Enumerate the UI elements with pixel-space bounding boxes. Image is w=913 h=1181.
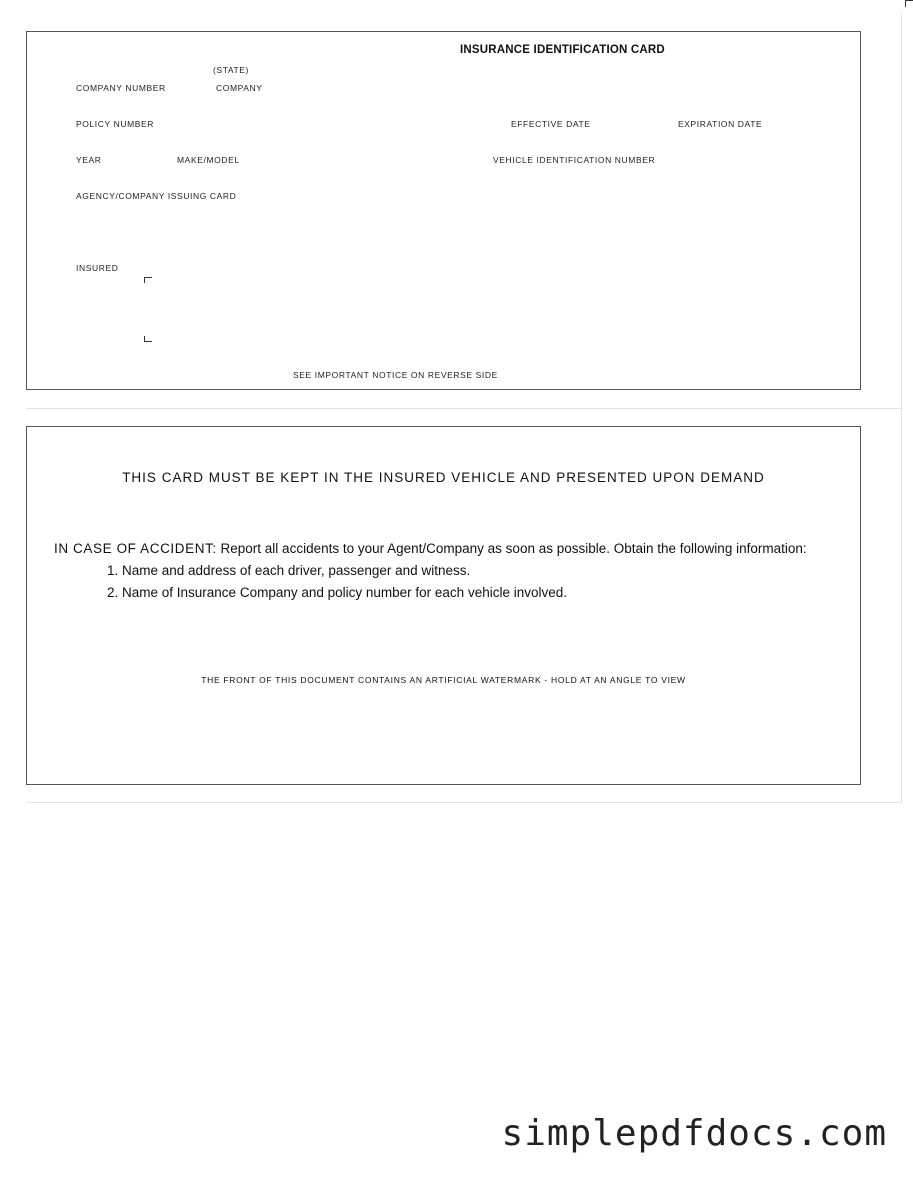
card-separator-line — [26, 408, 902, 409]
effective-date-label: EFFECTIVE DATE — [511, 119, 591, 129]
policy-number-label: POLICY NUMBER — [76, 119, 155, 129]
reverse-side-notice: SEE IMPORTANT NOTICE ON REVERSE SIDE — [293, 370, 498, 380]
accident-caption: IN CASE OF ACCIDENT: — [54, 541, 217, 556]
card-title: INSURANCE IDENTIFICATION CARD — [460, 44, 665, 56]
vin-label: VEHICLE IDENTIFICATION NUMBER — [493, 155, 656, 165]
address-window-top-corner — [144, 277, 152, 283]
page-corner-mark — [905, 0, 913, 7]
state-label: (STATE) — [213, 65, 249, 75]
year-label: YEAR — [76, 155, 102, 165]
agency-label: AGENCY/COMPANY ISSUING CARD — [76, 191, 237, 201]
make-model-label: MAKE/MODEL — [177, 155, 240, 165]
expiration-date-label: EXPIRATION DATE — [678, 119, 763, 129]
bottom-separator-line — [26, 802, 902, 803]
watermark-notice: THE FRONT OF THIS DOCUMENT CONTAINS AN ARTIFICIAL WATERMARK - HOLD AT AN ANGLE TO VIEW — [201, 675, 686, 685]
accident-item-1: 1. Name and address of each driver, passenger and witness. — [107, 563, 471, 578]
accident-instructions — [54, 541, 807, 556]
brand-watermark: simplepdfdocs.com — [501, 1113, 887, 1154]
accident-item-2: 2. Name of Insurance Company and policy number for each vehicle involved. — [107, 585, 567, 600]
accident-text: Report all accidents to your Agent/Company as soon as possible. Obtain the following information: — [216, 541, 807, 556]
insurance-card-front — [26, 31, 861, 390]
insured-label: INSURED — [76, 263, 119, 273]
insurance-card-back — [26, 426, 861, 785]
company-label: COMPANY — [216, 83, 263, 93]
address-window-bottom-corner — [144, 336, 152, 342]
company-number-label: COMPANY NUMBER — [76, 83, 166, 93]
keep-card-heading: THIS CARD MUST BE KEPT IN THE INSURED VEHICLE AND PRESENTED UPON DEMAND — [122, 470, 765, 485]
